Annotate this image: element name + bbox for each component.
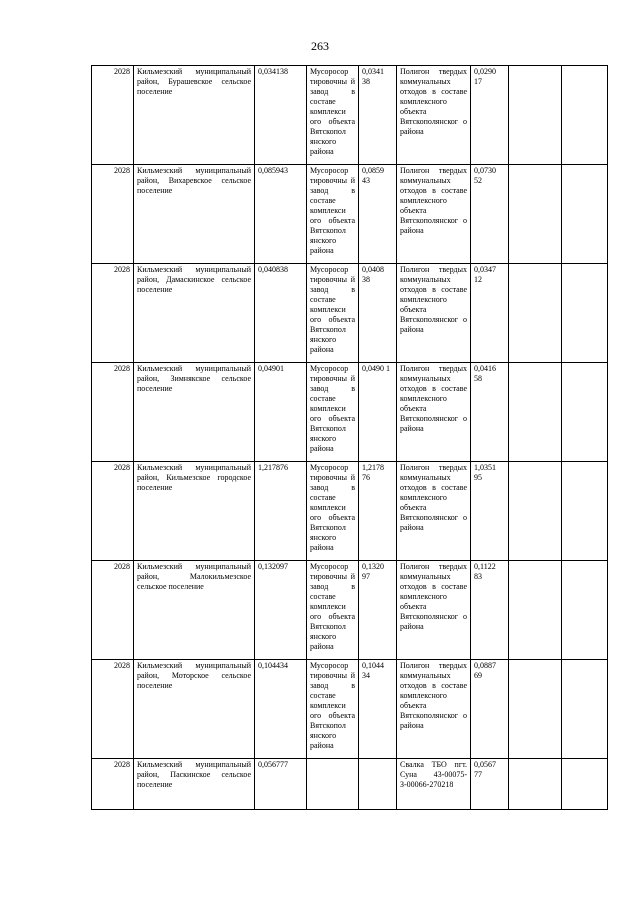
table-row bbox=[92, 165, 608, 264]
extra-cell-1 bbox=[509, 363, 562, 462]
municipality-cell: Кильмезский муниципальный район, Малокильмезское сельское поселение bbox=[134, 561, 255, 660]
facility-cell: Мусоросор тировочны й завод в составе комплекси ого объекта Вятскопол янского района bbox=[307, 264, 359, 363]
mass-out-cell: 0,0887 69 bbox=[471, 660, 509, 759]
year-cell: 2028 bbox=[92, 66, 134, 165]
year-cell: 2028 bbox=[92, 363, 134, 462]
disposal-site-cell: Полигон твердых коммунальных отходов в составе комплексного объекта Вятскополянског о района bbox=[397, 66, 471, 165]
extra-cell-2 bbox=[562, 66, 608, 165]
disposal-site-cell: Полигон твердых коммунальных отходов в составе комплексного объекта Вятскополянског о района bbox=[397, 165, 471, 264]
extra-cell-2 bbox=[562, 462, 608, 561]
extra-cell-2 bbox=[562, 759, 608, 810]
mass-mid-cell bbox=[359, 759, 397, 810]
table-row bbox=[92, 462, 608, 561]
municipality-cell: Кильмезский муниципальный район, Бурашевское сельское поселение bbox=[134, 66, 255, 165]
municipality-cell: Кильмезский муниципальный район, Зимнякское сельское поселение bbox=[134, 363, 255, 462]
mass-out-cell: 0,0290 17 bbox=[471, 66, 509, 165]
municipality-cell: Кильмезский муниципальный район, Дамаскинское сельское поселение bbox=[134, 264, 255, 363]
mass-in-cell: 0,085943 bbox=[255, 165, 307, 264]
table-row bbox=[92, 363, 608, 462]
year-cell: 2028 bbox=[92, 165, 134, 264]
extra-cell-1 bbox=[509, 759, 562, 810]
mass-out-cell: 0,0567 77 bbox=[471, 759, 509, 810]
table-row bbox=[92, 561, 608, 660]
mass-in-cell: 1,217876 bbox=[255, 462, 307, 561]
mass-mid-cell: 1,2178 76 bbox=[359, 462, 397, 561]
extra-cell-1 bbox=[509, 660, 562, 759]
mass-in-cell: 0,132097 bbox=[255, 561, 307, 660]
mass-mid-cell: 0,1044 34 bbox=[359, 660, 397, 759]
disposal-site-cell: Полигон твердых коммунальных отходов в составе комплексного объекта Вятскополянског о района bbox=[397, 462, 471, 561]
year-cell: 2028 bbox=[92, 462, 134, 561]
mass-out-cell: 1,0351 95 bbox=[471, 462, 509, 561]
mass-out-cell: 0,0416 58 bbox=[471, 363, 509, 462]
mass-mid-cell: 0,0859 43 bbox=[359, 165, 397, 264]
extra-cell-2 bbox=[562, 165, 608, 264]
extra-cell-1 bbox=[509, 462, 562, 561]
table-row bbox=[92, 66, 608, 165]
mass-in-cell: 0,034138 bbox=[255, 66, 307, 165]
table-row bbox=[92, 660, 608, 759]
disposal-site-cell: Полигон твердых коммунальных отходов в составе комплексного объекта Вятскополянског о района bbox=[397, 660, 471, 759]
extra-cell-1 bbox=[509, 165, 562, 264]
mass-mid-cell: 0,0490 1 bbox=[359, 363, 397, 462]
mass-out-cell: 0,0730 52 bbox=[471, 165, 509, 264]
waste-flow-table bbox=[91, 65, 608, 810]
year-cell: 2028 bbox=[92, 759, 134, 810]
table-row bbox=[92, 759, 608, 810]
extra-cell-1 bbox=[509, 264, 562, 363]
mass-out-cell: 0,0347 12 bbox=[471, 264, 509, 363]
disposal-site-cell: Полигон твердых коммунальных отходов в составе комплексного объекта Вятскополянског о района bbox=[397, 561, 471, 660]
municipality-cell: Кильмезский муниципальный район, Паскинское сельское поселение bbox=[134, 759, 255, 810]
facility-cell: Мусоросор тировочны й завод в составе комплекси ого объекта Вятскопол янского района bbox=[307, 660, 359, 759]
year-cell: 2028 bbox=[92, 660, 134, 759]
mass-mid-cell: 0,0341 38 bbox=[359, 66, 397, 165]
disposal-site-cell: Свалка ТБО пгт. Суна 43-00075-З-00066-270218 bbox=[397, 759, 471, 810]
mass-in-cell: 0,104434 bbox=[255, 660, 307, 759]
disposal-site-cell: Полигон твердых коммунальных отходов в составе комплексного объекта Вятскополянског о района bbox=[397, 264, 471, 363]
facility-cell: Мусоросор тировочны й завод в составе комплекси ого объекта Вятскопол янского района bbox=[307, 462, 359, 561]
municipality-cell: Кильмезский муниципальный район, Кильмезское городское поселение bbox=[134, 462, 255, 561]
facility-cell: Мусоросор тировочны й завод в составе комплекси ого объекта Вятскопол янского района bbox=[307, 66, 359, 165]
disposal-site-cell: Полигон твердых коммунальных отходов в составе комплексного объекта Вятскополянског о района bbox=[397, 363, 471, 462]
year-cell: 2028 bbox=[92, 561, 134, 660]
page-number: 263 bbox=[311, 39, 329, 53]
table-row bbox=[92, 264, 608, 363]
municipality-cell: Кильмезский муниципальный район, Моторское сельское поселение bbox=[134, 660, 255, 759]
extra-cell-1 bbox=[509, 66, 562, 165]
extra-cell-2 bbox=[562, 264, 608, 363]
extra-cell-2 bbox=[562, 561, 608, 660]
extra-cell-2 bbox=[562, 660, 608, 759]
mass-out-cell: 0,1122 83 bbox=[471, 561, 509, 660]
facility-cell: Мусоросор тировочны й завод в составе комплекси ого объекта Вятскопол янского района bbox=[307, 561, 359, 660]
mass-mid-cell: 0,1320 97 bbox=[359, 561, 397, 660]
mass-in-cell: 0,040838 bbox=[255, 264, 307, 363]
municipality-cell: Кильмезский муниципальный район, Вихаревское сельское поселение bbox=[134, 165, 255, 264]
mass-in-cell: 0,056777 bbox=[255, 759, 307, 810]
extra-cell-1 bbox=[509, 561, 562, 660]
facility-cell bbox=[307, 759, 359, 810]
facility-cell: Мусоросор тировочны й завод в составе комплекси ого объекта Вятскопол янского района bbox=[307, 165, 359, 264]
extra-cell-2 bbox=[562, 363, 608, 462]
mass-mid-cell: 0,0408 38 bbox=[359, 264, 397, 363]
facility-cell: Мусоросор тировочны й завод в составе комплекси ого объекта Вятскопол янского района bbox=[307, 363, 359, 462]
year-cell: 2028 bbox=[92, 264, 134, 363]
mass-in-cell: 0,04901 bbox=[255, 363, 307, 462]
